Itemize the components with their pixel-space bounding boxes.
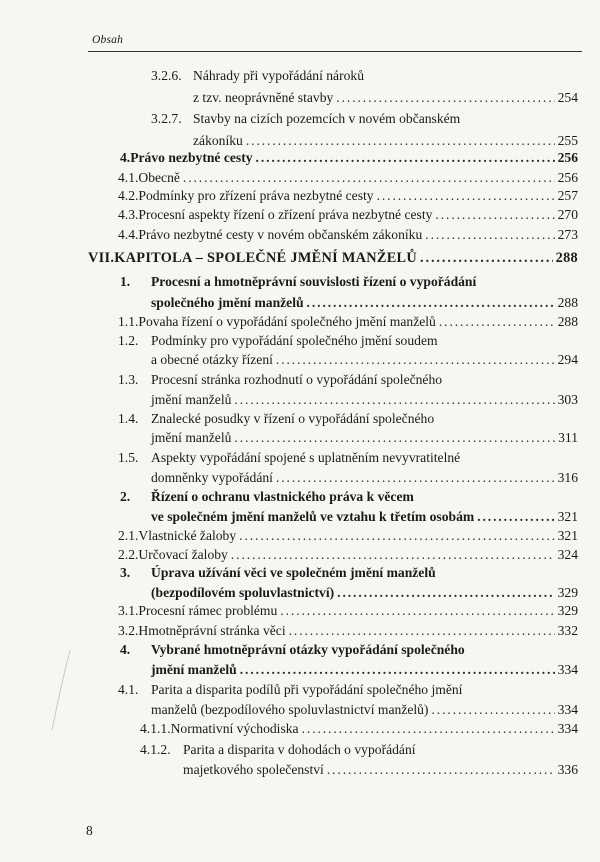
toc-title: Vybrané hmotněprávní otázky vypořádání společného — [151, 642, 465, 657]
toc-page-number: 288 — [557, 314, 578, 329]
toc-title: Procesní stránka rozhodnutí o vypořádání společného — [151, 372, 443, 387]
toc-title: a obecné otázky řízení — [151, 352, 273, 367]
toc-number: 4.1.2. — [140, 742, 171, 757]
toc-number: 4.1.1. — [140, 721, 171, 736]
toc-number: 4.1. — [118, 170, 139, 185]
toc-number: 1. — [120, 274, 131, 289]
toc-number: 3.1. — [118, 603, 139, 618]
toc-number: 4. — [120, 150, 131, 165]
toc-title: Parita a disparita podílů při vypořádání společného jmění — [151, 682, 463, 697]
toc-page-number: 294 — [557, 352, 578, 367]
toc-page-number: 288 — [557, 295, 578, 310]
toc-title: Stavby na cizích pozemcích v novém občanském — [193, 111, 461, 126]
toc-title: Právo nezbytné cesty v novém občanském zákoníku — [138, 227, 423, 242]
toc-number: 4. — [120, 642, 131, 657]
toc-page-number: 303 — [557, 392, 578, 407]
toc-title: Řízení o ochranu vlastnického práva k věcem — [151, 489, 414, 504]
running-header: Obsah — [92, 34, 124, 46]
toc-page-number: 254 — [557, 90, 578, 105]
toc-title: Procesní rámec problému — [138, 603, 278, 618]
toc-title: ve společném jmění manželů ve vztahu k třetím osobám — [151, 509, 475, 524]
toc-title: jmění manželů — [151, 430, 232, 445]
toc-title: Podmínky pro vypořádání společného jmění soudem — [151, 333, 438, 348]
toc-title: Znalecké posudky v řízení o vypořádání společného — [151, 411, 435, 426]
toc-page-number: 329 — [557, 585, 578, 600]
toc-title: jmění manželů — [151, 392, 232, 407]
toc-title: jmění manželů — [151, 662, 237, 677]
toc-title: (bezpodílovém spoluvlastnictví) — [151, 585, 335, 600]
toc-title: manželů (bezpodílového spoluvlastnictví manželů) — [151, 702, 429, 717]
toc-page-number: 332 — [557, 623, 578, 638]
toc-page-number: 334 — [557, 721, 578, 736]
toc-number: 4.4. — [118, 227, 139, 242]
page-number: 8 — [86, 823, 93, 838]
toc-number: 1.5. — [118, 450, 139, 465]
toc-number: 1.1. — [118, 314, 139, 329]
toc-page-number: 311 — [558, 430, 578, 445]
toc-page-number: 324 — [557, 547, 578, 562]
toc-title: Aspekty vypořádání spojené s uplatněním nevyvratitelné — [151, 450, 461, 465]
toc-title: Normativní východiska — [170, 721, 299, 736]
toc-title: Právo nezbytné cesty — [130, 150, 253, 165]
toc-title: domněnky vypořádání — [151, 470, 273, 485]
toc-page-number: 288 — [555, 250, 578, 266]
toc-page-number: 256 — [557, 170, 578, 185]
toc-number: VII. — [88, 250, 115, 266]
toc-title: Vlastnické žaloby — [138, 528, 237, 543]
pencil-stroke — [52, 650, 70, 730]
toc-number: 2. — [120, 489, 131, 504]
toc-number: 3.2. — [118, 623, 139, 638]
toc-title: společného jmění manželů — [151, 295, 304, 310]
toc-number: 4.3. — [118, 207, 139, 222]
toc-number: 1.3. — [118, 372, 139, 387]
toc-page-number: 255 — [557, 133, 578, 148]
toc-number: 3.2.6. — [151, 68, 182, 83]
toc-page-number: 321 — [557, 509, 578, 524]
toc-page-number: 321 — [557, 528, 578, 543]
toc-number: 3. — [120, 565, 131, 580]
toc-title: Procesní aspekty řízení o zřízení práva nezbytné cesty — [138, 207, 433, 222]
toc-number: 4.2. — [118, 188, 139, 203]
toc-number: 1.2. — [118, 333, 139, 348]
toc-title: KAPITOLA – SPOLEČNÉ JMĚNÍ MANŽELŮ — [114, 250, 417, 266]
toc-number: 4.1. — [118, 682, 139, 697]
toc-page-number: 256 — [557, 150, 578, 165]
toc-page-number: 270 — [557, 207, 578, 222]
toc-page-number: 334 — [557, 702, 578, 717]
toc-title: Povaha řízení o vypořádání společného jmění manželů — [138, 314, 436, 329]
toc-title: Úprava užívání věci ve společném jmění manželů — [151, 565, 436, 580]
toc-title: Určovací žaloby — [138, 547, 228, 562]
toc-page-number: 316 — [557, 470, 578, 485]
toc-page-number: 329 — [557, 603, 578, 618]
toc-page-number: 273 — [557, 227, 578, 242]
toc-page-number: 336 — [557, 762, 578, 777]
toc-number: 2.1. — [118, 528, 139, 543]
toc-title: zákoníku — [193, 133, 243, 148]
toc-title: Hmotněprávní stránka věci — [138, 623, 286, 638]
toc-title: Obecně — [138, 170, 180, 185]
toc-title: Podmínky pro zřízení práva nezbytné cesty — [138, 188, 374, 203]
toc-number: 2.2. — [118, 547, 139, 562]
toc-title: majetkového společenství — [183, 762, 324, 777]
toc-title: Procesní a hmotněprávní souvislosti řízení o vypořádání — [151, 274, 477, 289]
toc-number: 1.4. — [118, 411, 139, 426]
toc-title: Náhrady při vypořádání nároků — [193, 68, 364, 83]
toc-page-number: 257 — [557, 188, 578, 203]
toc-number: 3.2.7. — [151, 111, 182, 126]
toc-title: z tzv. neoprávněné stavby — [193, 90, 334, 105]
toc-title: Parita a disparita v dohodách o vypořádání — [183, 742, 416, 757]
toc-page-number: 334 — [557, 662, 578, 677]
